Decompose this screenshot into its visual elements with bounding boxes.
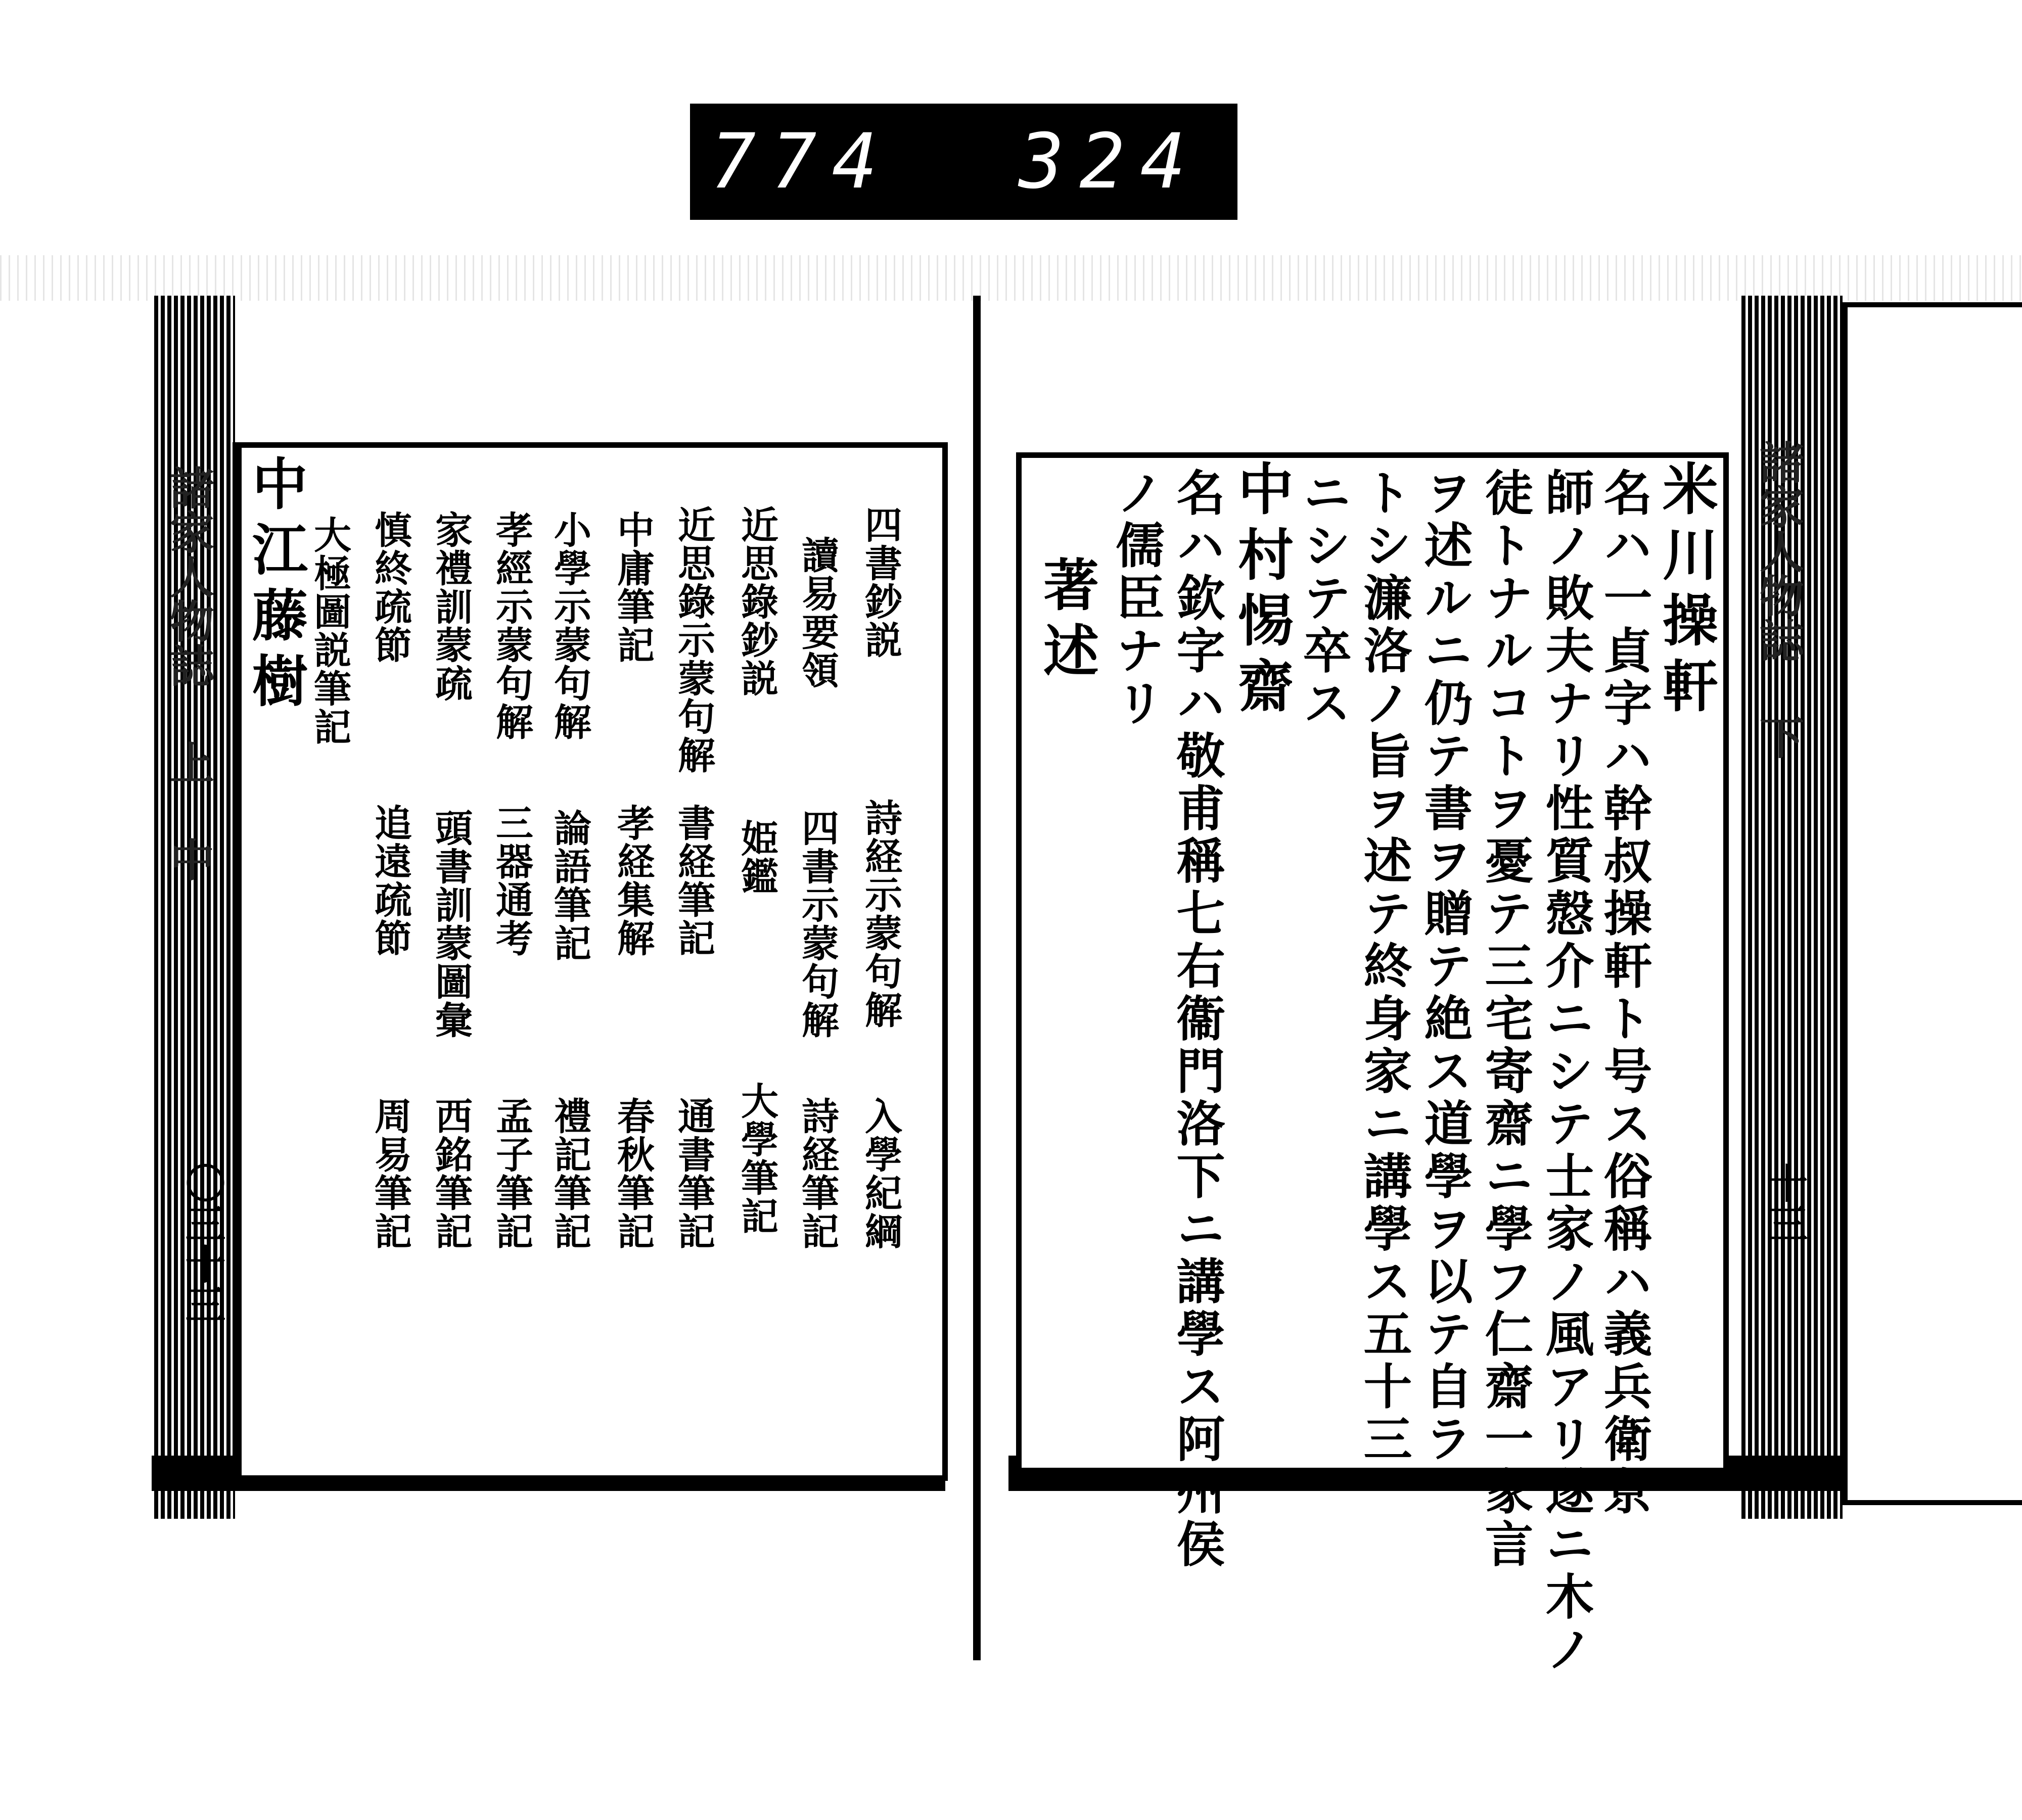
book-title: 四書示蒙句解 xyxy=(796,809,839,1039)
book-title: 入學紀綱 xyxy=(859,1097,902,1250)
book-title: 論語筆記 xyxy=(548,809,591,962)
book-title: 書経筆記 xyxy=(672,804,715,957)
book-title: 讀易要領 xyxy=(796,536,839,689)
book-title: 禮記筆記 xyxy=(548,1097,591,1250)
book-title: 孝経集解 xyxy=(611,804,655,957)
book-title: 頭書訓蒙圖彙 xyxy=(429,809,473,1039)
label-number-left: 774 xyxy=(710,118,893,206)
body-line: 名ハ欽字ハ敬甫稱七右衞門洛下ニ講學ス阿州侯 xyxy=(1169,468,1226,1571)
right-folio: 十三 xyxy=(1761,1162,1808,1243)
book-title: 通書筆記 xyxy=(672,1097,715,1250)
body-line: ヲ述ルニ仍テ書ヲ贈テ絶ス道學ヲ以テ自ラ xyxy=(1416,468,1474,1466)
body-line: 師ノ敗夫ナリ性質慤介ニシテ士家ノ風アリ遂ニ木ノ xyxy=(1538,468,1595,1676)
next-page-edge xyxy=(1843,302,2022,1505)
left-folio: 〇三十三 xyxy=(178,1162,226,1324)
body-line: ノ儒臣ナリ xyxy=(1108,468,1165,730)
book-title: 追遠疏節 xyxy=(369,804,412,957)
person-name-nakamura: 中村惕齋 xyxy=(1229,460,1294,723)
person-name-yonekawa: 米川操軒 xyxy=(1653,460,1719,723)
book-title: 近思錄鈔説 xyxy=(735,505,778,697)
scan-noise xyxy=(0,255,2022,301)
label-number-right: 324 xyxy=(1019,118,1201,206)
book-title: 家禮訓蒙疏 xyxy=(429,510,473,703)
book-title: 姫鑑 xyxy=(735,819,778,896)
book-title: 中庸筆記 xyxy=(611,510,655,664)
accession-label xyxy=(690,104,1237,220)
book-title: 孟子筆記 xyxy=(490,1097,533,1250)
body-line: トシ濂洛ノ旨ヲ述テ終身家ニ講學ス五十三 xyxy=(1356,468,1413,1466)
book-title: 詩経示蒙句解 xyxy=(859,799,902,1029)
left-frame-inner-line xyxy=(238,442,242,1481)
book-title: 三器通考 xyxy=(490,804,533,957)
book-title: 大學筆記 xyxy=(735,1082,778,1235)
book-title: 慎終疏節 xyxy=(369,510,412,664)
book-title: 詩経筆記 xyxy=(796,1097,839,1250)
person-name-nakae: 中江藤樹 xyxy=(243,455,308,718)
book-title: 西銘筆記 xyxy=(429,1097,473,1250)
body-line: 名ハ一貞字ハ幹叔操軒ト号ス俗稱ハ義兵衛京 xyxy=(1596,468,1653,1519)
book-title: 春秋筆記 xyxy=(611,1097,655,1250)
section-chosakujutsu: 著述 xyxy=(1034,556,1099,687)
body-line: 徒トナルコトヲ憂テ三宅寄齋ニ學フ仁齋一家言 xyxy=(1477,468,1534,1571)
book-title: 周易筆記 xyxy=(369,1097,412,1250)
body-line: ニシテ卒ス xyxy=(1295,468,1352,730)
book-title: 四書鈔説 xyxy=(859,505,902,659)
book-spine xyxy=(973,296,981,1660)
book-title: 小學示蒙句解 xyxy=(548,510,591,741)
book-title: 近思錄示蒙句解 xyxy=(672,505,715,774)
book-title: 大極圖説筆記 xyxy=(308,516,351,746)
book-title: 孝經示蒙句解 xyxy=(490,510,533,741)
left-header: 諸家人物誌 上 中 xyxy=(163,465,215,881)
right-header: 諸家人物誌 下 xyxy=(1753,440,1805,759)
